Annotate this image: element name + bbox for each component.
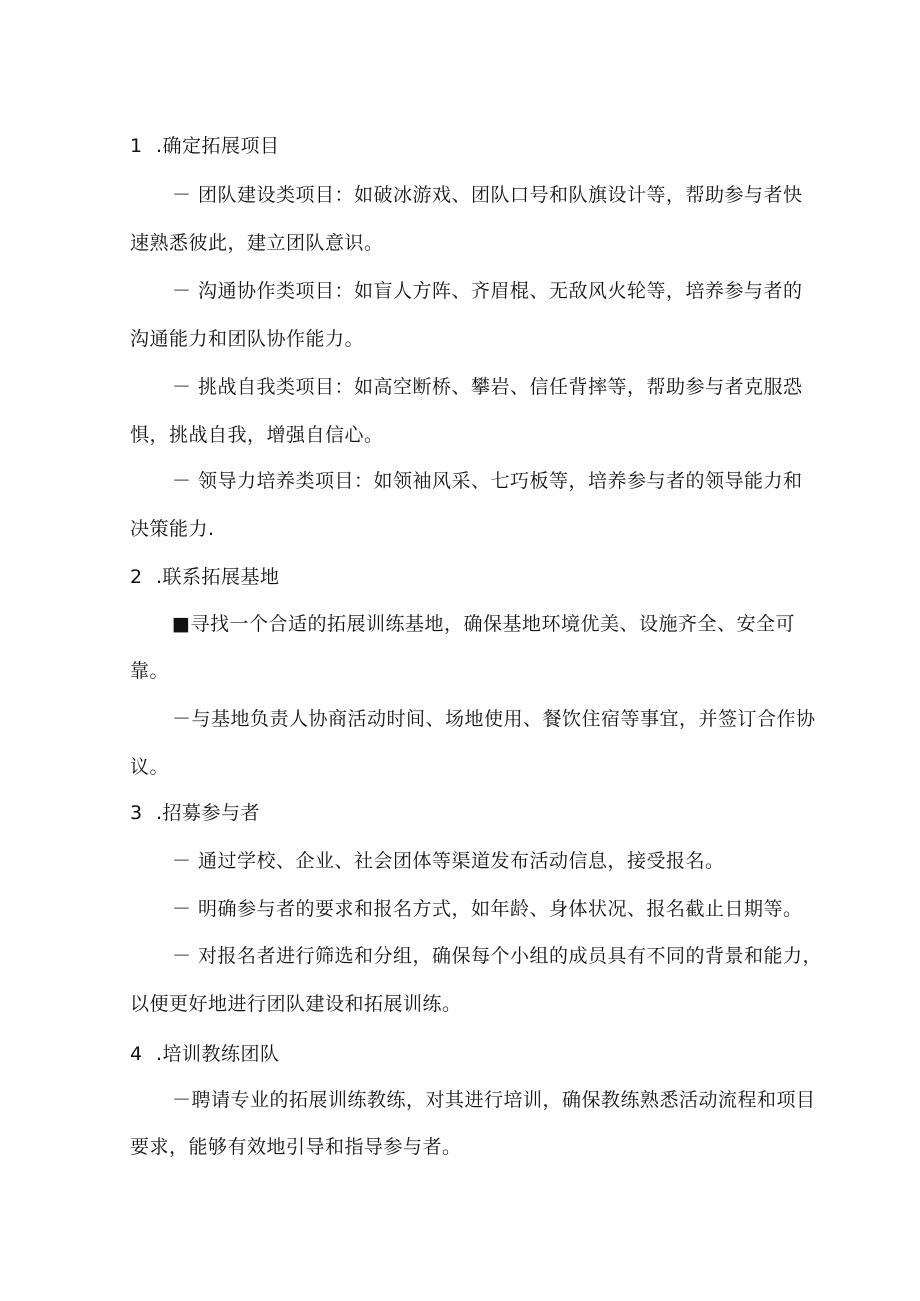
section-title: .联系拓展基地: [156, 566, 280, 588]
list-item-line: － 团队建设类项目：如破冰游戏、团队口号和队旗设计等，帮助参与者快: [172, 184, 803, 206]
list-item-line: 沟通能力和团队协作能力。: [130, 328, 365, 350]
list-item-line: － 明确参与者的要求和报名方式，如年龄、身体状况、报名截止日期等。: [172, 898, 803, 920]
section-title: .确定拓展项目: [156, 135, 280, 157]
list-item-line: － 通过学校、企业、社会团体等渠道发布活动信息，接受报名。: [172, 850, 725, 872]
list-item-line: 决策能力.: [130, 518, 215, 540]
section-number: 3: [130, 802, 143, 824]
section-number: 4: [130, 1043, 143, 1065]
list-item-line: －与基地负责人协商活动时间、场地使用、餐饮住宿等事宜，并签订合作协: [172, 708, 816, 730]
list-item-line: 议。: [130, 756, 170, 778]
section-number: 1: [130, 135, 143, 157]
list-item-line: 以便更好地进行团队建设和拓展训练。: [130, 993, 462, 1015]
section-heading: [130, 1041, 280, 1067]
list-item-line: 要求，能够有效地引导和指导参与者。: [130, 1136, 462, 1158]
section-heading: [130, 800, 260, 826]
section-number: 2: [130, 566, 143, 588]
section-title: .招募参与者: [156, 802, 261, 824]
list-item-line: － 挑战自我类项目：如高空断桥、攀岩、信任背摔等，帮助参与者克服恐: [172, 376, 803, 398]
section-title: .培训教练团队: [156, 1043, 280, 1065]
section-heading: [130, 564, 280, 590]
list-item-line: ■寻找一个合适的拓展训练基地，确保基地环境优美、设施齐全、安全可: [172, 613, 795, 635]
list-item-line: － 沟通协作类项目：如盲人方阵、齐眉棍、无敌风火轮等，培养参与者的: [172, 280, 803, 302]
list-item-line: － 领导力培养类项目：如领袖风采、七巧板等，培养参与者的领导能力和: [172, 470, 803, 492]
list-item-line: 靠。: [130, 660, 170, 682]
section-heading: [130, 133, 280, 159]
list-item-line: － 对报名者进行筛选和分组，确保每个小组的成员具有不同的背景和能力，: [172, 945, 823, 967]
list-item-line: 速熟悉彼此，建立团队意识。: [130, 232, 384, 254]
list-item-line: －聘请专业的拓展训练教练，对其进行培训，确保教练熟悉活动流程和项目: [172, 1089, 816, 1111]
list-item-line: 惧，挑战自我，增强自信心。: [130, 424, 384, 446]
